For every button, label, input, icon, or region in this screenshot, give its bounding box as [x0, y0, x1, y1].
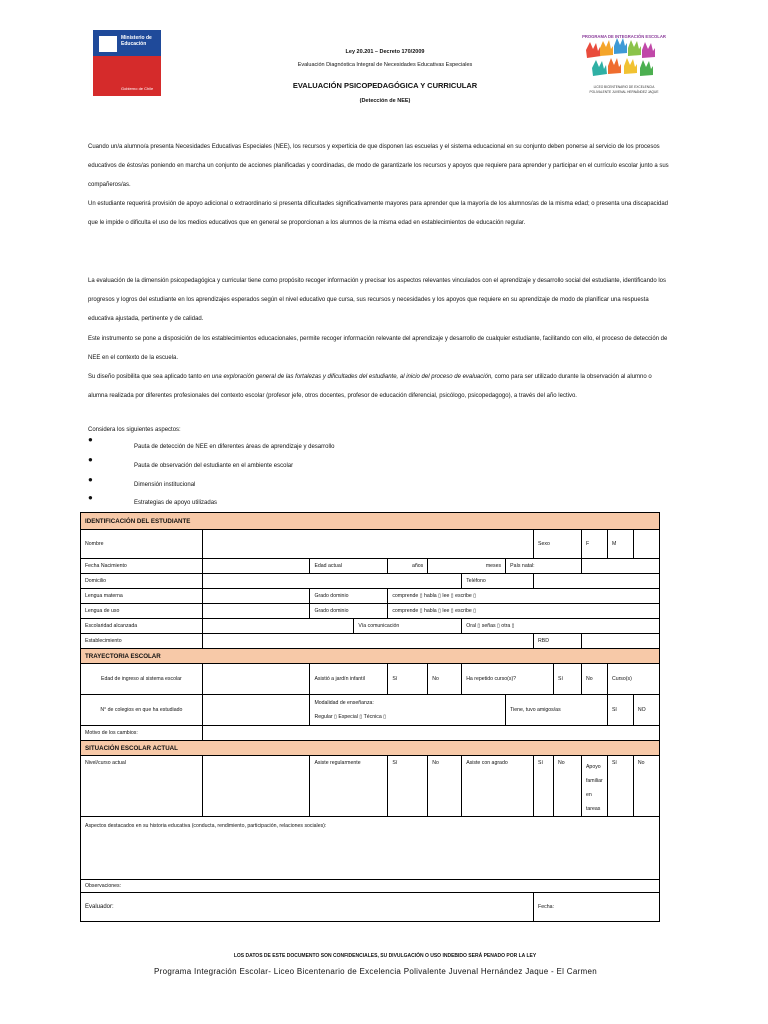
escolaridad-label: Escolaridad alcanzada	[81, 619, 203, 634]
section-current: SITUACIÓN ESCOLAR ACTUAL	[81, 741, 660, 756]
comprende-options[interactable]: comprende ▯ habla ▯ lee ▯ escribe ▯	[388, 589, 660, 604]
pais-label: País natal:	[506, 559, 582, 574]
amigos-si[interactable]: SI	[607, 695, 633, 726]
intro-paragraph-1: Cuando un/a alumno/a presenta Necesidades Educativas Especiales (NEE), los recursos y experticia de que disponen las escuelas y el sistema educacional en su conjunto deben ponerse al servicio de los procesos educativos de éstos/as poniendo en marcha un conjunto de acciones planificadas y coordinadas, de modo de garantizarle los recursos y apoyos que requiere para aprender y participar en el currículo escolar junto a sus compañeros/as.	[88, 144, 669, 188]
nivel-field[interactable]	[202, 756, 310, 817]
sexo-blank[interactable]	[633, 530, 659, 559]
list-item: ● Pauta de detección de NEE en diferentes áreas de aprendizaje y desarrollo	[88, 435, 335, 450]
section-identification: IDENTIFICACIÓN DEL ESTUDIANTE	[81, 513, 660, 530]
domicilio-field[interactable]	[202, 574, 461, 589]
modalidad-label: Modalidad de enseñanza:	[314, 700, 374, 706]
law-reference: Ley 20.201 – Decreto 170/2009	[345, 49, 425, 55]
list-item: ● Estrategias de apoyo utilizadas	[88, 493, 218, 506]
sexo-label: Sexo	[534, 530, 582, 559]
establecimiento-label: Establecimiento	[81, 634, 203, 649]
evaluador-label: Evaluador:	[85, 904, 114, 910]
observaciones-label: Observaciones:	[85, 883, 122, 889]
bullet-icon: ●	[88, 493, 93, 502]
asiste-reg-si[interactable]: Sí	[388, 756, 428, 817]
nombre-label: Nombre	[81, 530, 203, 559]
intro-paragraph-2: Un estudiante requerirá provisión de apoyo adicional o extraordinario si presenta dificultades significativamente mayores para aprender que la mayoría de los alumnos/as de la misma edad; o presenta una discapacidad que le impide o dificulta el uso de los medios educativos que en general se proporcionan a los alumnos de la misma edad en establecimientos de educación regular.	[88, 201, 669, 226]
motivo-field[interactable]	[202, 726, 659, 741]
repetido-label: Ha repetido curso(s)?	[462, 664, 554, 695]
edad-ingreso-label: Edad de ingreso al sistema escolar	[81, 664, 203, 695]
sexo-f-option[interactable]: F	[581, 530, 607, 559]
rbd-label: RBD	[534, 634, 582, 649]
consider-label: Considera los siguientes aspectos:	[88, 427, 181, 433]
telefono-field[interactable]	[534, 574, 660, 589]
apoyo-no[interactable]: No	[633, 756, 659, 817]
logo-line1: Ministerio de	[121, 35, 152, 41]
establecimiento-field[interactable]	[202, 634, 533, 649]
meses-field[interactable]: meses	[428, 559, 506, 574]
intro-paragraph-4: Este instrumento se pone a disposición de los establecimientos educacionales, permite recoger información relevante del aprendizaje y desarrollo de cualquier estudiante, facilitando con ello, el proceso de detección de NEE en el contexto de la escuela.	[88, 336, 668, 361]
jardin-label: Asistió a jardín infantil	[310, 664, 388, 695]
bullet-icon: ●	[88, 435, 93, 444]
nombre-field[interactable]	[202, 530, 533, 559]
evaluador-field[interactable]	[81, 893, 534, 922]
p5-end: como para ser utilizado durante la observación al alumno o alumna realizada por diferentes profesionales del contexto escolar (profesor jefe, otros docentes, profesor de educación diferencial, psicólogo, psicopedagogo), a través del año lectivo.	[88, 374, 652, 399]
star-icon	[99, 36, 117, 52]
fecha-field[interactable]	[534, 893, 660, 922]
grado-dominio-label-2: Grado dominio	[310, 604, 388, 619]
bullet-icon: ●	[88, 475, 93, 484]
section-trajectory: TRAYECTORIA ESCOLAR	[81, 649, 660, 664]
confidential-notice: LOS DATOS DE ESTE DOCUMENTO SON CONFIDENCIALES, SU DIVULGACIÓN O USO INDEBIDO SERÁ PENADO POR LA LEY	[233, 953, 537, 959]
p5-start: Su diseño posibilita que sea aplicado tanto	[88, 374, 204, 380]
jardin-no[interactable]: No	[428, 664, 462, 695]
program-footer: Programa Integración Escolar- Liceo Bicentenario de Excelencia Polivalente Juvenal Hernández Jaque - El Carmen	[154, 967, 597, 976]
agrado-no[interactable]: No	[554, 756, 582, 817]
hands-icon	[576, 32, 672, 96]
student-form	[80, 512, 660, 922]
via-label: Vía comunicación	[354, 619, 462, 634]
edad-ingreso-field[interactable]	[202, 664, 310, 695]
amigos-no[interactable]: NO	[633, 695, 659, 726]
repetido-no[interactable]: No	[581, 664, 607, 695]
bullet-icon: ●	[88, 455, 93, 464]
fecha-nac-label: Fecha Nacimiento	[81, 559, 203, 574]
repetido-si[interactable]: Sí	[554, 664, 582, 695]
page-title: EVALUACIÓN PSICOPEDAGÓGICA Y CURRICULAR	[292, 81, 478, 90]
aspects-list	[88, 435, 488, 510]
anos-field[interactable]: años	[388, 559, 428, 574]
list-item: ● Pauta de observación del estudiante en el ambiente escolar	[88, 455, 294, 469]
intro-paragraph-5	[88, 368, 670, 406]
pais-field[interactable]	[581, 559, 659, 574]
intro-paragraph-3: La evaluación de la dimensión psicopedagógica y curricular tiene como propósito recoger información y precisar los aspectos relevantes vinculados con el aprendizaje y desarrollo social del estudiante, identificando los progresos y logros del estudiante en los aprendizajes esperados según el nivel educativo que cursa, sus recursos y necesidades y los apoyos que requiere en su aprendizaje de modo de planificar una respuesta educativa ajustada, pertinente y de calidad.	[88, 278, 666, 322]
escolaridad-field[interactable]	[202, 619, 354, 634]
aspectos-label: Aspectos destacados en su historia educativa (conducta, rendimiento, participación, relaciones sociales):	[85, 823, 327, 829]
agrado-si[interactable]: Sí	[534, 756, 554, 817]
domicilio-label: Domicilio	[81, 574, 203, 589]
edad-label: Edad actual	[310, 559, 388, 574]
ministerio-logo	[93, 30, 161, 96]
asiste-reg-label: Asiste regularmente	[310, 756, 388, 817]
logo-sub2: POLIVALENTE JUVENAL HERNÁNDEZ JAQUE	[589, 90, 659, 94]
lengua-uso-label: Lengua de uso	[81, 604, 203, 619]
comprende-options-2[interactable]: comprende ▯ habla ▯ lee ▯ escribe ▯	[388, 604, 660, 619]
integracion-logo	[576, 32, 672, 96]
motivo-label: Motivo de los cambios:	[81, 726, 203, 741]
lengua-uso-field[interactable]	[202, 604, 310, 619]
lengua-materna-field[interactable]	[202, 589, 310, 604]
logo-line2: Educación	[121, 41, 147, 47]
agrado-label: Asiste con agrado	[462, 756, 534, 817]
via-options[interactable]: Oral ▯ señas ▯ otra ▯	[462, 619, 660, 634]
n-colegios-label: N° de colegios en que ha estudiado	[81, 695, 203, 726]
modalidad-options[interactable]: Regular ▯ Especial ▯ Técnica ▯	[314, 714, 387, 720]
modalidad-cell[interactable]	[310, 695, 506, 726]
nivel-label: Nivel/curso actual	[81, 756, 203, 817]
cursos-label: Curso(s)	[607, 664, 659, 695]
observaciones-field[interactable]	[81, 880, 660, 893]
logo-footer: Gobierno de Chile	[121, 86, 154, 91]
grado-dominio-label: Grado dominio	[310, 589, 388, 604]
fecha-label: Fecha:	[538, 904, 554, 910]
apoyo-si[interactable]: Sí	[607, 756, 633, 817]
aspectos-field[interactable]	[81, 817, 660, 880]
list-item: ● Dimensión institucional	[88, 475, 196, 488]
asiste-reg-no[interactable]: No	[428, 756, 462, 817]
logo-caption: PROGRAMA DE INTEGRACIÓN ESCOLAR	[582, 34, 666, 39]
rbd-field[interactable]	[581, 634, 659, 649]
fecha-nac-field[interactable]	[202, 559, 310, 574]
amigos-label: Tiene, tuvo amigos/as	[506, 695, 608, 726]
telefono-label: Teléfono	[462, 574, 534, 589]
logo-sub1: LICEO BICENTENARIO DE EXCELENCIA	[593, 85, 655, 89]
sexo-m-option[interactable]: M	[607, 530, 633, 559]
n-colegios-field[interactable]	[202, 695, 310, 726]
jardin-si[interactable]: Sí	[388, 664, 428, 695]
header-subtitle: Evaluación Diagnóstica Integral de Necesidades Educativas Especiales	[297, 62, 473, 68]
apoyo-label: Apoyo familiar en tareas	[581, 756, 607, 817]
p5-italic: en una exploración general de las fortalezas y dificultades del estudiante, al inicio del proceso de evaluación,	[203, 374, 493, 380]
lengua-materna-label: Lengua materna	[81, 589, 203, 604]
detection-label: (Detección de NEE)	[359, 98, 411, 104]
